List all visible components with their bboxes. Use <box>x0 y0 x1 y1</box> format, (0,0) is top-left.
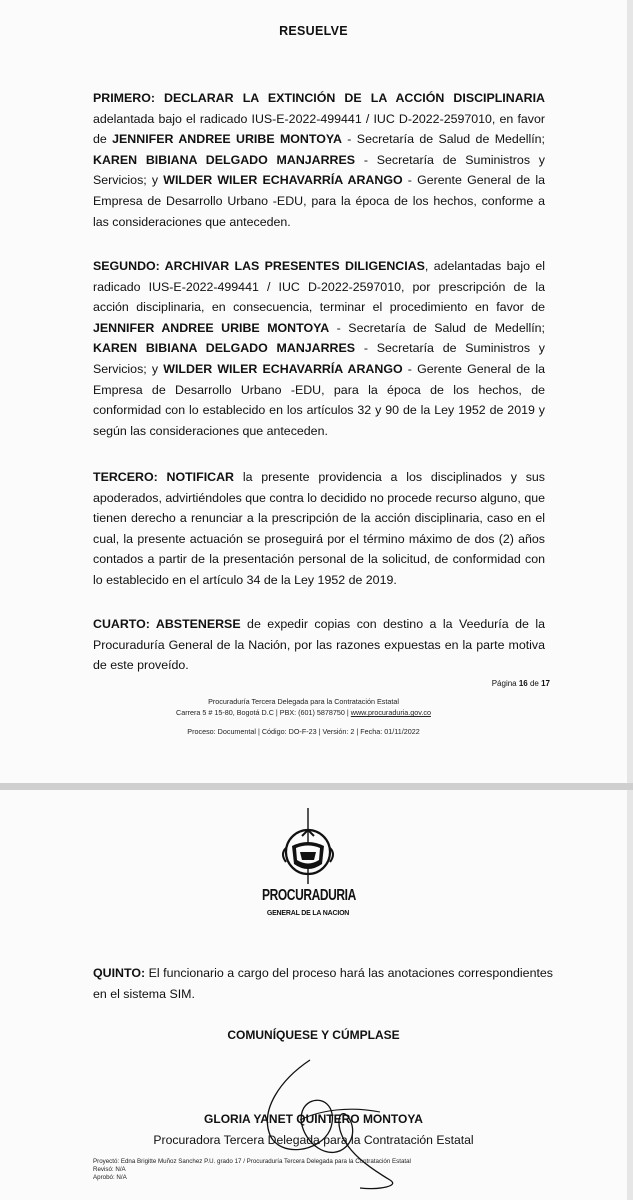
tercero-label: TERCERO: NOTIFICAR <box>93 470 234 484</box>
quinto-label: QUINTO: <box>93 966 146 980</box>
footer-process-info: Proceso: Documental | Código: DO-F-23 | Versión: 2 | Fecha: 01/11/2022 <box>187 727 420 736</box>
logo-wordmark: PROCURADURIA <box>262 885 356 905</box>
primero-text-3: - Secretaría de Suministros y Servicios; y <box>93 152 545 188</box>
paragraph-tercero <box>93 467 545 591</box>
footer-office: Procuraduría Tercera Delegada para la Contratación Estatal <box>208 697 399 706</box>
right-margin-strip <box>627 0 633 1200</box>
signer-name: GLORIA YANET QUINTERO MONTOYA <box>204 1112 423 1126</box>
projected-by: Proyectó: Edna Brigitte Muñoz Sanchez P.U. grado 17 / Procuraduría Tercera Delegada para la Contratación Estatal <box>93 1158 411 1165</box>
primero-text-1: adelantada bajo el radicado IUS-E-2022-499441 / IUC D-2022-2597010, en favor de <box>93 111 545 147</box>
segundo-name-2: KAREN BIBIANA DELGADO MANJARRES <box>93 341 356 356</box>
segundo-name-3: WILDER WILER ECHAVARRÍA ARANGO <box>163 361 403 376</box>
primero-name-1: JENNIFER ANDREE URIBE MONTOYA <box>112 132 342 147</box>
cuarto-text-1: de expedir copias con destino a la Veeduría de la Procuraduría General de la Nación, por las razones expuestas en la parte motiva de este proveído. <box>93 617 545 673</box>
paragraph-cuarto <box>93 614 545 676</box>
primero-text-4: - Gerente General de la Empresa de Desarrollo Urbano -EDU, para la época de los hechos, conforme a las consideraciones que anteceden. <box>93 173 545 229</box>
paragraph-segundo <box>93 256 545 441</box>
footer-website-link[interactable]: www.procuraduria.gov.co <box>350 708 431 717</box>
page-separator <box>0 783 633 790</box>
footer-address-text: Carrera 5 # 15-80, Bogotá D.C | PBX: (601) 5878750 | <box>176 708 351 717</box>
segundo-label: SEGUNDO: ARCHIVAR LAS PRESENTES DILIGENCIAS <box>93 259 425 273</box>
primero-label: PRIMERO: DECLARAR LA EXTINCIÓN DE LA ACCIÓN DISCIPLINARIA <box>93 91 545 105</box>
cuarto-label: CUARTO: ABSTENERSE <box>93 617 241 631</box>
primero-name-2: KAREN BIBIANA DELGADO MANJARRES <box>93 152 356 167</box>
resuelve-heading: RESUELVE <box>279 24 348 38</box>
segundo-name-1: JENNIFER ANDREE URIBE MONTOYA <box>93 320 330 335</box>
segundo-text-3: - Secretaría de Suministros y Servicios; y <box>93 341 545 376</box>
approved-by: Aprobó: N/A <box>93 1174 127 1181</box>
paragraph-primero <box>93 88 545 232</box>
page-number-current: 16 <box>518 679 528 688</box>
page-number-mid: de <box>527 679 542 688</box>
quinto-text-1: El funcionario a cargo del proceso hará las anotaciones correspondientes en el sistema SIM. <box>93 966 553 1001</box>
logo-subtitle: GENERAL DE LA NACION <box>266 910 350 917</box>
segundo-text-4: - Gerente General de la Empresa de Desarrollo Urbano -EDU, para la época de los hechos, de conformidad con lo establecido en los artículos 32 y 90 de la Ley 1952 de 2019 y según las consideraciones que anteceden. <box>93 361 545 438</box>
paragraph-quinto <box>93 963 553 1004</box>
page-number-prefix: Página <box>491 679 519 688</box>
footer-address <box>0 708 617 717</box>
signer-role: Procuradora Tercera Delegada para la Contratación Estatal <box>153 1133 474 1147</box>
tercero-text-1: la presente providencia a los disciplinados y sus apoderados, advirtiéndoles que contra lo decidido no procede recurso alguno, que tienen derecho a renunciar a la prescripción de la acción disciplinaria, caso en el cual, la presente actuación se proseguirá por el término máximo de dos (2) años contados a partir de la presentación personal de la solicitud, de conformidad con lo establecido en el artículo 34 de la Ley 1952 de 2019. <box>93 470 545 587</box>
closing-formula: COMUNÍQUESE Y CÚMPLASE <box>227 1028 400 1042</box>
reviewed-by: Revisó: N/A <box>93 1166 126 1173</box>
page-number-total: 17 <box>541 679 550 688</box>
primero-name-3: WILDER WILER ECHAVARRÍA ARANGO <box>163 173 403 188</box>
page-number <box>470 679 550 688</box>
primero-text-2: - Secretaría de Salud de Medellín; <box>341 132 545 147</box>
segundo-text-2: - Secretaría de Salud de Medellín; <box>329 320 546 335</box>
segundo-text-1: , adelantadas bajo el radicado IUS-E-2022-499441 / IUC D-2022-2597010, por prescripción de la acción disciplinaria, en consecuencia, terminar el procedimiento en favor de <box>93 259 546 315</box>
